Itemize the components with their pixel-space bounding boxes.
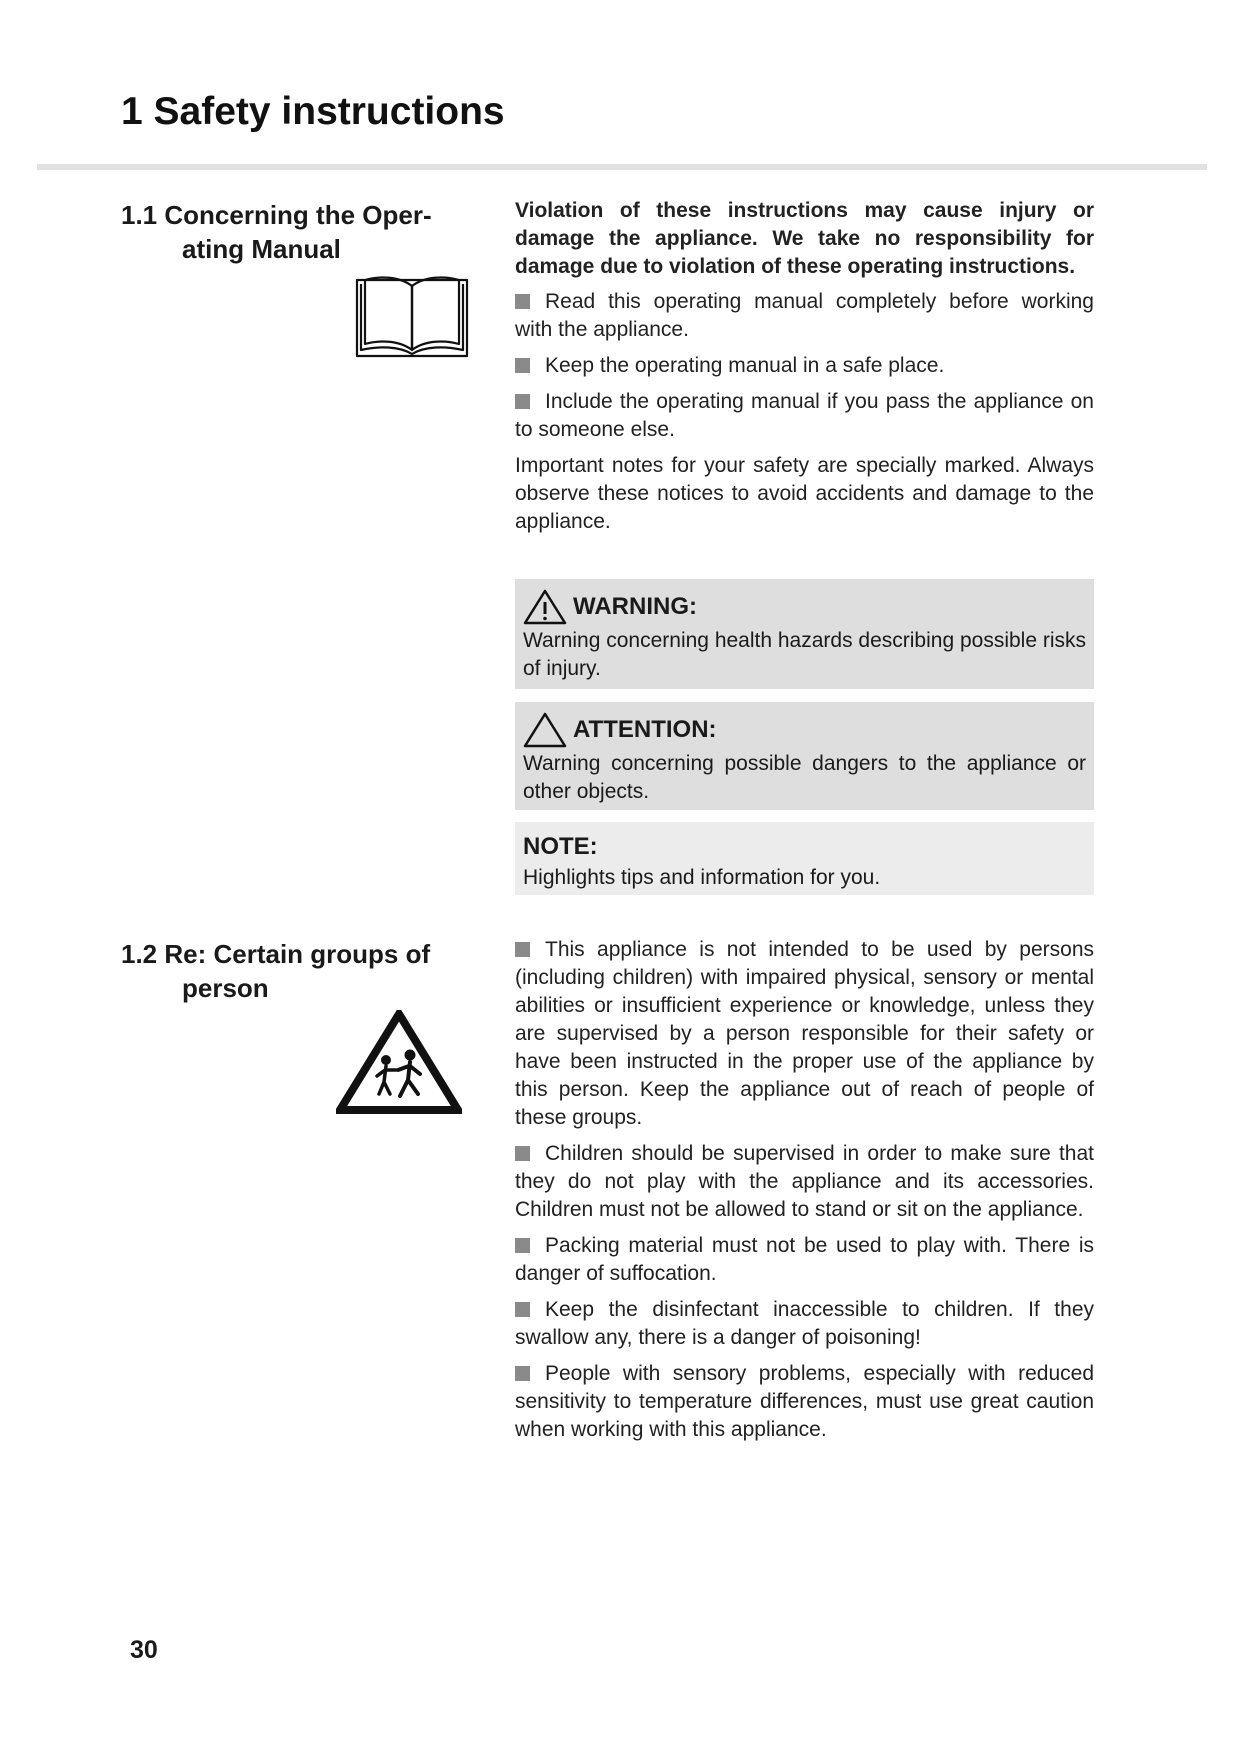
list-item: Include the operating manual if you pass the appliance on to someone else. [515,390,1094,441]
open-book-icon [355,270,469,363]
bullet-square-icon [515,1238,530,1253]
bullet-square-icon [515,394,530,409]
list-item: Children should be supervised in order to make sure that they do not play with the appliance and its accessories. Children must not be allowed to stand or sit on the appliance. [515,1142,1094,1221]
attention-text: Warning concerning possible dangers to the appliance or other objects. [523,752,1086,803]
attention-label: ATTENTION: [573,716,717,743]
list-item: Packing material must not be used to play with. There is danger of suffocation. [515,1234,1094,1285]
list-item: Read this operating manual completely before working with the appliance. [515,290,1094,341]
section-heading-1-2 [121,937,471,1005]
list-item: People with sensory problems, especially with reduced sensitivity to temperature differences, must use great caution when working with this appliance. [515,1362,1094,1441]
section2-body [515,936,1094,1452]
list-item: This appliance is not intended to be used by persons (including children) with impaired physical, sensory or mental abilities or insufficient experience or knowledge, unless they are supervised by a person responsible for their safety or have been instructed in the proper use of the appliance by this person. Keep the appliance out of reach of people of these groups. [515,938,1094,1129]
section-heading-line1: 1.2 Re: Certain groups of [121,939,431,969]
title-divider [37,164,1207,170]
bullet-square-icon [515,1366,530,1381]
children-warning-icon [336,1010,462,1119]
attention-heading [523,712,1086,748]
bullet-square-icon [515,358,530,373]
note-box [515,822,1094,895]
safety-notes-paragraph: Important notes for your safety are specially marked. Always observe these notices to avoid accidents and damage to the appliance. [515,454,1094,533]
section-heading-line1: 1.1 Concerning the Oper- [121,200,432,230]
attention-triangle-icon [523,712,567,748]
warning-label: WARNING: [573,593,697,620]
attention-box [515,702,1094,810]
bullet-square-icon [515,1146,530,1161]
bullet-square-icon [515,1302,530,1317]
section-heading-1-1 [121,198,471,266]
bullet-square-icon [515,294,530,309]
list-item: Keep the disinfectant inaccessible to children. If they swallow any, there is a danger of poisoning! [515,1298,1094,1349]
warning-box [515,579,1094,689]
warning-heading [523,589,1086,625]
note-label: NOTE: [523,833,598,860]
list-item: Keep the operating manual in a safe place. [515,352,1094,380]
intro-paragraph: Violation of these instructions may cause injury or damage the appliance. We take no responsibility for damage due to violation of these operating instructions. [515,199,1094,278]
warning-triangle-icon [523,589,567,625]
section-heading-line2: ating Manual [182,234,341,264]
page-number: 30 [130,1636,158,1664]
section-heading-line2: person [182,973,269,1003]
section1-body [515,197,1094,544]
warning-text: Warning concerning health hazards describing possible risks of injury. [523,629,1087,680]
page-title: 1 Safety instructions [121,90,505,133]
bullet-square-icon [515,942,530,957]
note-text: Highlights tips and information for you. [523,866,881,889]
